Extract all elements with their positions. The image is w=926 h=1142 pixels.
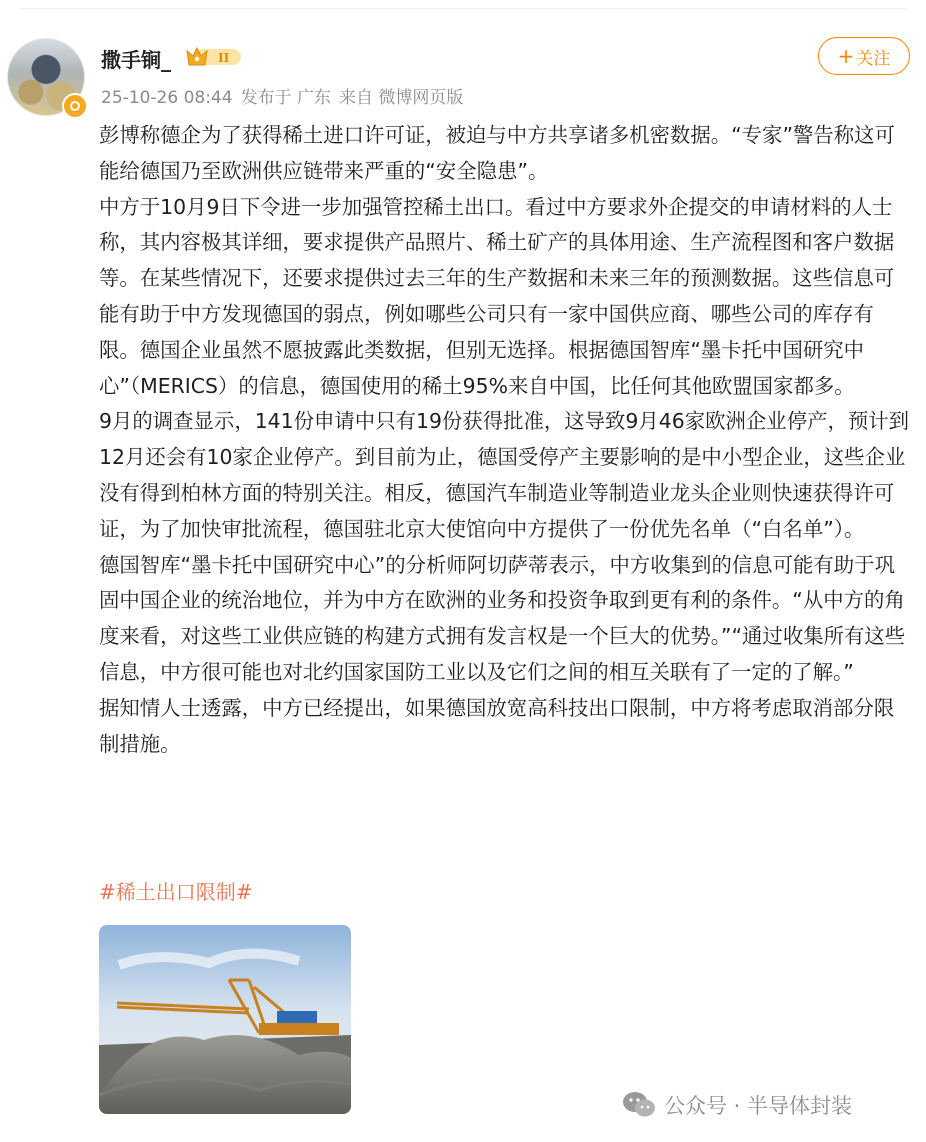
post-paragraph: 彭博称德企为了获得稀土进口许可证，被迫与中方共享诸多机密数据。“专家”警告称这可能给德国乃至欧洲供应链带来严重的“安全隐患”。 [99,123,895,183]
follow-button[interactable] [818,37,910,75]
post-source: 来自 微博网页版 [338,88,464,108]
post-timestamp[interactable]: 25-10-26 08:44 [101,88,233,108]
hashtag-link[interactable]: #稀土出口限制# [99,880,253,904]
vip-level: II [218,51,230,65]
post-paragraph: 德国智库“墨卡托中国研究中心”的分析师阿切萨蒂表示，中方收集到的信息可能有助于巩固中国企业的统治地位，并为中方在欧洲的业务和投资争取到更有利的条件。“从中方的角度来看，对这些工业供应链的构建方式拥有发言权是一个巨大的优势。”“通过收集所有这些信息，中方很可能也对北约国家国防工业以及它们之间的相互关联有了一定的了解。” [99,552,906,684]
post-body [99,118,914,762]
post-location: 发布于 广东 [240,88,331,108]
author-name[interactable]: 撒手锏_ [101,48,171,72]
post-meta [101,83,471,108]
post-paragraph: 中方于10月9日下令进一步加强管控稀土出口。看过中方要求外企提交的申请材料的人士称，其内容极其详细，要求提供产品照片、稀土矿产的具体用途、生产流程图和客户数据等。在某些情况下，还要求提供过去三年的生产数据和未来三年的预测数据。这些信息可能有助于中方发现德国的弱点，例如哪些公司只有一家中国供应商、哪些公司的库存有限。德国企业虽然不愿披露此类数据，但别无选择。根据德国智库“墨卡托中国研究中心”（MERICS）的信息，德国使用的稀土95%来自中国，比任何其他欧盟国家都多。 [99,194,895,398]
follow-label: 关注 [856,48,891,69]
wechat-official-icon [622,1090,656,1120]
post-image[interactable] [99,925,351,1114]
watermark-text: 公众号 · 半导体封装 [664,1094,853,1118]
post-paragraph: 据知情人士透露，中方已经提出，如果德国放宽高科技出口限制，中方将考虑取消部分限制措施。 [99,695,895,756]
post-paragraph: 9月的调查显示，141份申请中只有19份获得批准，这导致9月46家欧洲企业停产，预计到12月还会有10家企业停产。到目前为止，德国受停产主要影响的是中小型企业，这些企业没有得到柏林方面的特别关注。相反，德国汽车制造业等制造业龙头企业则快速获得许可证，为了加快审批流程，德国驻北京大使馆向中方提供了一份优先名单（“白名单”）。 [99,409,910,541]
verified-badge-icon [62,93,88,119]
crown-vip-icon[interactable] [185,45,243,69]
top-divider [20,8,906,9]
plus-icon: + [837,44,855,68]
watermark [622,1088,852,1122]
